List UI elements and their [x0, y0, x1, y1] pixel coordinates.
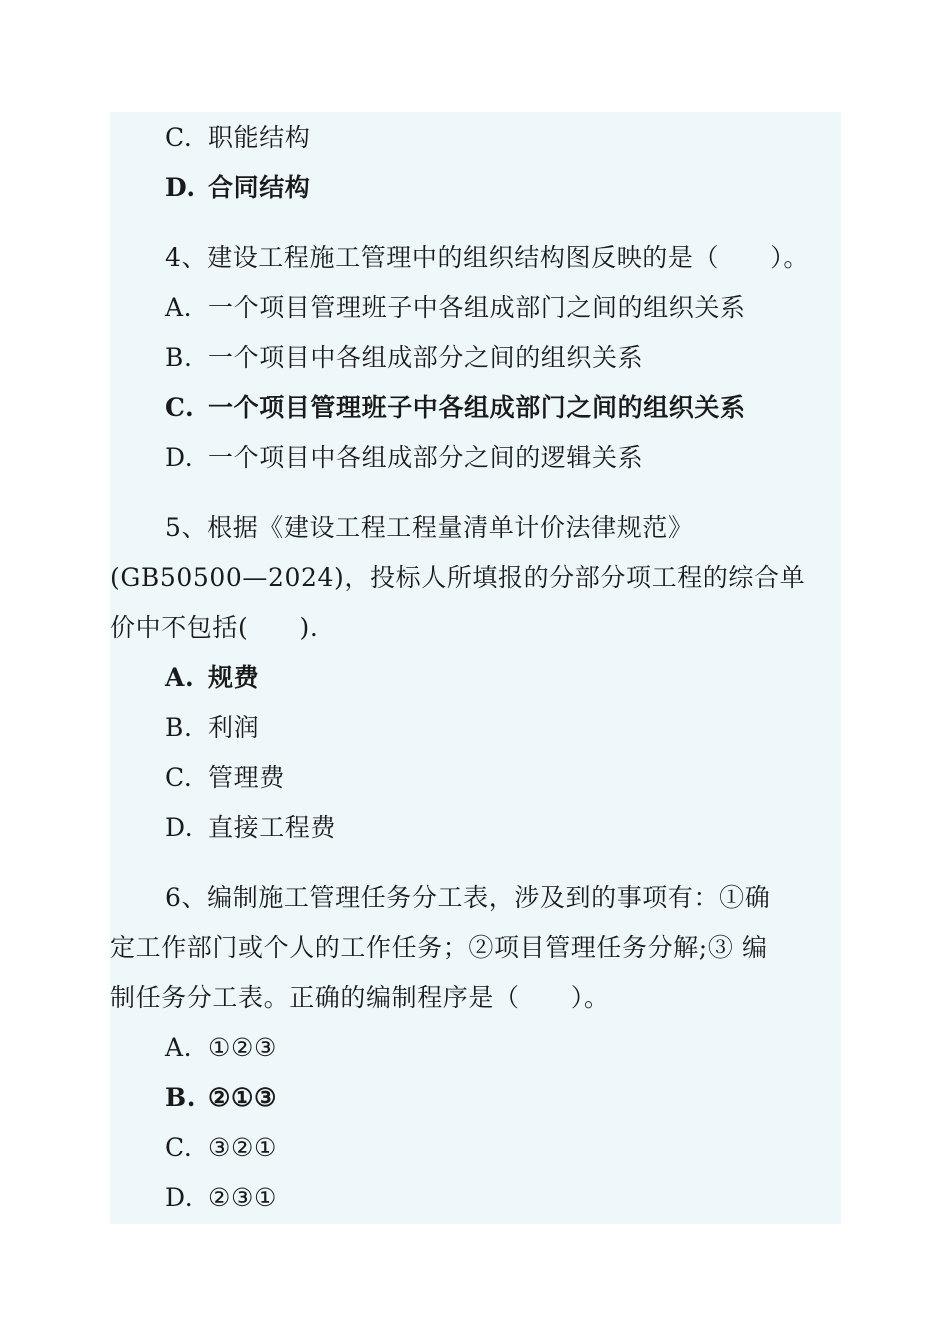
q5-stem-line-1: 5、根据《建设工程工程量清单计价法律规范》	[165, 513, 694, 542]
q5-option-c: C. 管理费	[165, 763, 285, 792]
q6-option-b-correct: B. ②①③	[165, 1083, 278, 1112]
q4-option-b: B. 一个项目中各组成部分之间的组织关系	[165, 343, 644, 372]
q5-option-b: B. 利润	[165, 713, 260, 742]
document-page	[110, 112, 841, 1224]
q6-option-c: C. ③②①	[165, 1133, 278, 1162]
q6-stem-line-3: 制任务分工表。正确的编制程序是（ ）。	[110, 983, 610, 1012]
q5-option-a-correct: A. 规费	[165, 663, 260, 692]
q6-option-a: A. ①②③	[165, 1033, 278, 1062]
q6-option-d: D. ②③①	[165, 1183, 278, 1212]
q6-stem-line-1: 6、编制施工管理任务分工表，涉及到的事项有：①确	[165, 883, 771, 912]
q6-stem-line-2: 定工作部门或个人的工作任务；②项目管理任务分解;③ 编	[110, 933, 768, 962]
q4-option-c-correct: C. 一个项目管理班子中各组成部门之间的组织关系	[165, 393, 746, 422]
q3-option-c: C. 职能结构	[165, 123, 311, 152]
q4-stem: 4、建设工程施工管理中的组织结构图反映的是（ ）。	[165, 243, 810, 272]
q3-option-d-correct: D. 合同结构	[165, 173, 311, 202]
q5-stem-line-3: 价中不包括( ).	[110, 613, 319, 642]
q5-option-d: D. 直接工程费	[165, 813, 337, 842]
q4-option-d: D. 一个项目中各组成部分之间的逻辑关系	[165, 443, 644, 472]
q5-stem-line-2: (GB50500—2024)，投标人所填报的分部分项工程的综合单	[110, 563, 806, 592]
q4-option-a: A. 一个项目管理班子中各组成部门之间的组织关系	[165, 293, 746, 322]
